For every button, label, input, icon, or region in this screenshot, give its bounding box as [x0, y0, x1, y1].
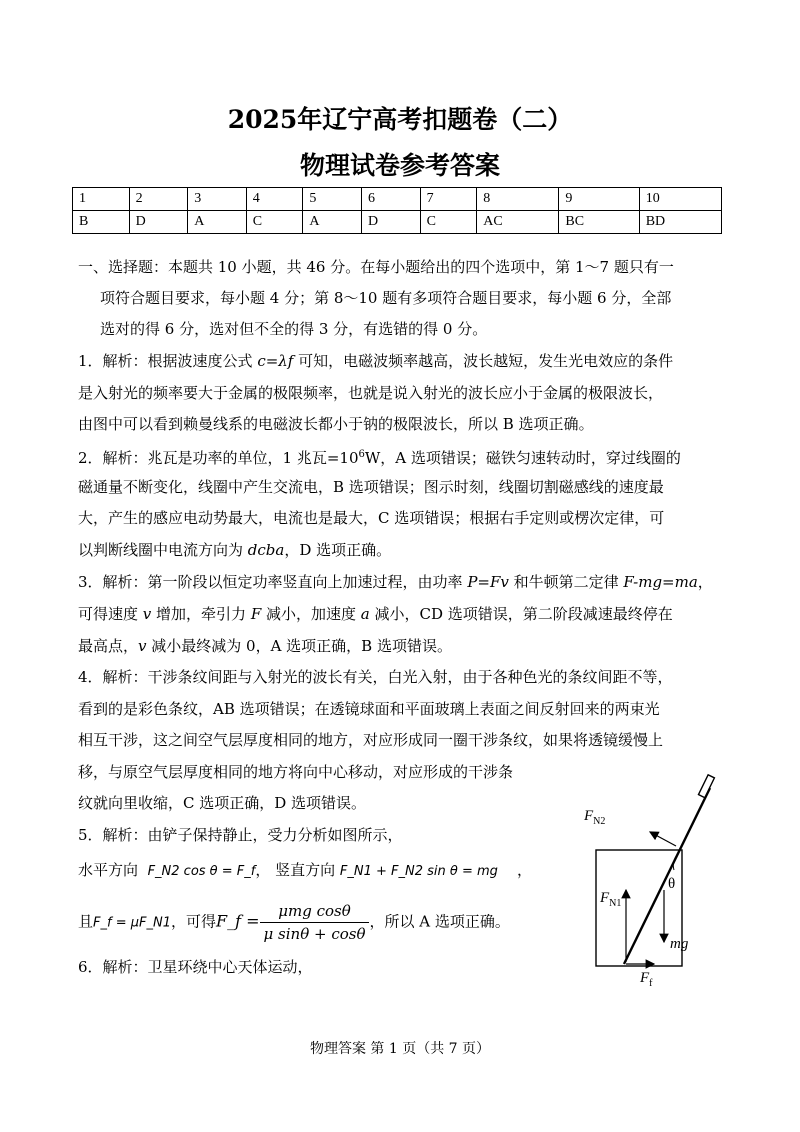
table-cell-answer: A	[188, 211, 247, 234]
q3-text: 减小，CD 选项错误，第二阶段减速最终停在	[369, 605, 673, 623]
q5-fraction	[260, 900, 370, 945]
q5-line	[78, 860, 532, 882]
q5-text: ，可得	[170, 912, 216, 931]
q5-text: ，所以 A 选项正确。	[369, 912, 510, 931]
force-diagram	[572, 770, 722, 990]
q2-text: W，A 选项错误；磁铁匀速转动时，穿过线圈的	[364, 449, 681, 467]
table-cell-answer: B	[73, 211, 130, 234]
q5-fraction-denominator: μ sinθ + cosθ	[263, 925, 366, 943]
q1-line: 由图中可以看到赖曼线系的电磁波长都小于钠的极限波长，所以 B 选项正确。	[78, 415, 594, 433]
q3-var: a	[360, 605, 370, 623]
table-cell-answer: C	[246, 211, 303, 234]
page-subtitle: 物理试卷参考答案	[299, 151, 500, 180]
q5-formula: F_N1 + F_N2 sin θ = mg	[339, 864, 498, 879]
q2-line	[78, 540, 391, 560]
q5-text: 且	[78, 912, 94, 931]
shovel-grip	[698, 775, 714, 798]
table-cell-number: 1	[73, 188, 130, 211]
q3-text: 增加，牵引力	[151, 605, 251, 623]
table-cell-number: 5	[303, 188, 362, 211]
q3-var: F	[250, 605, 262, 623]
q2-text: 2．解析：兆瓦是功率的单位，1 兆瓦=10	[78, 449, 359, 467]
table-cell-number: 2	[129, 188, 188, 211]
section-line: 项符合题目要求，每小题 4 分；第 8～10 题有多项符合题目要求，每小题 6 分，全部	[100, 289, 672, 307]
table-cell-number: 10	[639, 188, 721, 211]
q5-line	[78, 900, 510, 945]
table-cell-number: 3	[188, 188, 247, 211]
q2-line: 磁通量不断变化，线圈中产生交流电，B 选项错误；图示时刻，线圈切割磁感线的速度最	[78, 478, 664, 496]
q3-formula: F-mg=ma	[623, 573, 698, 591]
q4-line: 4．解析：干涉条纹间距与入射光的波长有关，白光入射，由于各种色光的条纹间距不等，	[78, 668, 673, 686]
q3-text: 和牛顿第二定律	[508, 573, 624, 591]
label-ff: $F_f$	[640, 970, 653, 989]
q3-text: 减小，加速度	[261, 605, 361, 623]
table-cell-answer: BD	[639, 211, 721, 234]
q5-line: 5．解析：由铲子保持静止，受力分析如图所示，	[78, 826, 403, 844]
table-cell-answer: A	[303, 211, 362, 234]
q3-text: 减小最终减为 0，A 选项正确，B 选项错误。	[146, 637, 452, 655]
q3-text: 最高点，	[78, 637, 139, 655]
q5-text: ，	[517, 861, 533, 879]
q5-formula-lhs: F_f =	[216, 911, 260, 931]
q3-line	[78, 604, 673, 624]
q5-formula: F_f = μF_N1	[93, 915, 171, 931]
q5-formula: F_N2 cos θ = F_f	[147, 864, 256, 879]
page-footer: 物理答案 第 1 页（共 7 页）	[309, 1041, 491, 1057]
q3-var: v	[142, 605, 152, 623]
q6-line: 6．解析：卫星环绕中心天体运动，	[78, 958, 313, 976]
table-cell-answer: D	[362, 211, 421, 234]
table-cell-number: 9	[559, 188, 639, 211]
answer-table-answer-row	[73, 211, 722, 234]
q1-formula: c=λf	[257, 352, 294, 370]
q3-formula: P=Fv	[467, 573, 509, 591]
q3-line	[78, 572, 713, 592]
page-title: 2025年辽宁高考扣题卷（二）	[227, 105, 573, 134]
q4-line: 纹就向里收缩，C 选项正确，D 选项错误。	[78, 794, 367, 812]
q3-text: ，	[697, 573, 713, 591]
q5-text: 水平方向	[78, 861, 139, 879]
table-cell-answer: D	[129, 211, 188, 234]
q4-line: 相互干涉，这之间空气层厚度相同的地方，对应形成同一圈干涉条纹，如果将透镜缓慢上	[78, 731, 664, 749]
q2-text: ，D 选项正确。	[284, 541, 392, 559]
section-line: 一、选择题：本题共 10 小题，共 46 分。在每小题给出的四个选项中，第 1～7 题只有一	[78, 258, 674, 276]
answer-table-number-row	[73, 188, 722, 211]
q2-superscript: 6	[358, 449, 365, 460]
label-fn1: $F_{N1}$	[600, 890, 622, 909]
answer-table	[72, 187, 722, 234]
q4-line: 看到的是彩色条纹，AB 选项错误；在透镜球面和平面玻璃上表面之间反射回来的两束光	[78, 700, 660, 718]
table-cell-answer: AC	[477, 211, 559, 234]
q3-text: 3．解析：第一阶段以恒定功率竖直向上加速过程，由功率	[78, 573, 468, 591]
q1-line: 是入射光的频率要大于金属的极限频率，也就是说入射光的波长应小于金属的极限波长，	[78, 384, 664, 402]
q2-text: 以判断线圈中电流方向为	[78, 541, 248, 559]
q2-line	[78, 445, 681, 468]
table-cell-number: 8	[477, 188, 559, 211]
q2-italic: dcba	[247, 541, 285, 559]
fn2-arrow	[650, 832, 676, 846]
table-cell-number: 4	[246, 188, 303, 211]
q1-line	[78, 351, 673, 371]
q3-text: 可得速度	[78, 605, 143, 623]
table-cell-answer: BC	[559, 211, 639, 234]
q3-var: v	[138, 637, 147, 655]
label-theta: θ	[668, 876, 676, 892]
q5-text: ， 竖直方向	[255, 861, 336, 879]
table-cell-number: 7	[420, 188, 477, 211]
q1-text: 1．解析：根据波速度公式	[78, 352, 258, 370]
section-line: 选对的得 6 分，选对但不全的得 3 分，有选错的得 0 分。	[100, 320, 488, 338]
shovel-handle	[624, 788, 710, 964]
table-cell-answer: C	[420, 211, 477, 234]
q4-line: 移，与原空气层厚度相同的地方将向中心移动，对应形成的干涉条	[78, 763, 514, 781]
q1-text: 可知，电磁波频率越高，波长越短，发生光电效应的条件	[293, 352, 674, 370]
label-fn2: $F_{N2}$	[584, 808, 606, 827]
q3-line	[78, 636, 452, 656]
label-mg: mg	[670, 936, 689, 952]
q5-fraction-numerator: μmg cosθ	[260, 900, 370, 923]
table-cell-number: 6	[362, 188, 421, 211]
q2-line: 大，产生的感应电动势最大，电流也是最大，C 选项错误；根据右手定则或楞次定律，可	[78, 509, 665, 527]
